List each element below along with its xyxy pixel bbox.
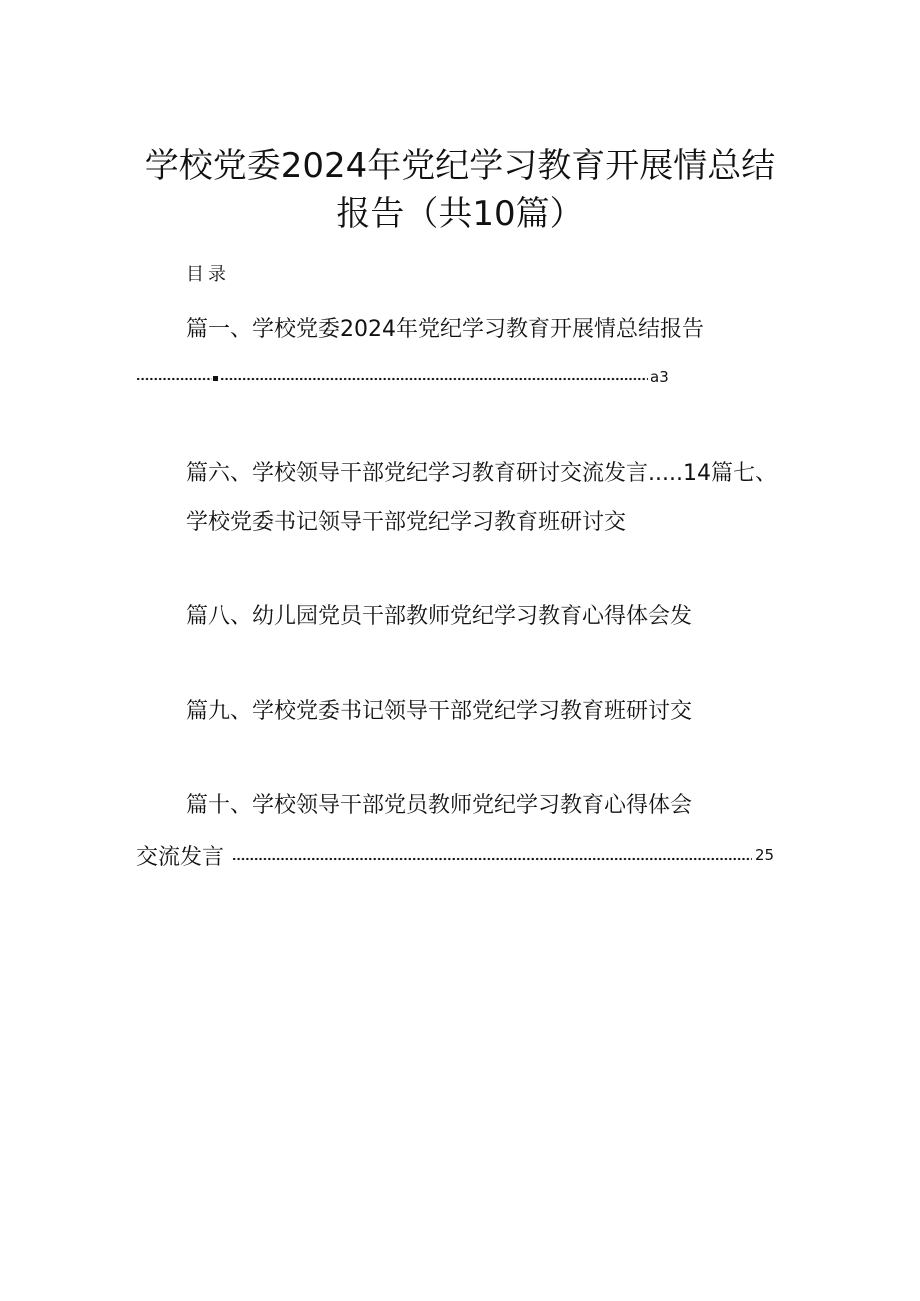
toc-entry-4[interactable]: 篇八、幼儿园党员干部教师党纪学习教育心得体会发 bbox=[186, 604, 693, 629]
toc-entry-1-leader-dots bbox=[136, 377, 212, 381]
toc-entry-3[interactable]: 学校党委书记领导干部党纪学习教育班研讨交 bbox=[186, 510, 627, 535]
toc-entry-1[interactable]: 篇一、学校党委2024年党纪学习教育开展情总结报告 bbox=[186, 317, 704, 342]
toc-entry-7-page-number: 25 bbox=[755, 846, 775, 864]
toc-entry-6[interactable]: 篇十、学校领导干部党员教师党纪学习教育心得体会 bbox=[186, 793, 693, 818]
document-title-line-1: 学校党委2024年党纪学习教育开展情总结 bbox=[144, 146, 776, 186]
toc-heading: 目录 bbox=[186, 264, 230, 285]
document-title-line-2: 报告（共10篇） bbox=[336, 194, 584, 234]
toc-entry-7-leader-dots bbox=[232, 857, 752, 861]
toc-entry-1-marker bbox=[213, 376, 218, 381]
toc-entry-7[interactable]: 交流发言 bbox=[136, 845, 225, 870]
toc-entry-2[interactable]: 篇六、学校领导干部党纪学习教育研讨交流发言.....14篇七、 bbox=[186, 461, 777, 486]
toc-entry-1-page-number: a3 bbox=[650, 368, 669, 386]
toc-entry-5[interactable]: 篇九、学校党委书记领导干部党纪学习教育班研讨交 bbox=[186, 699, 693, 724]
toc-entry-1-leader-dots-2 bbox=[220, 377, 648, 381]
